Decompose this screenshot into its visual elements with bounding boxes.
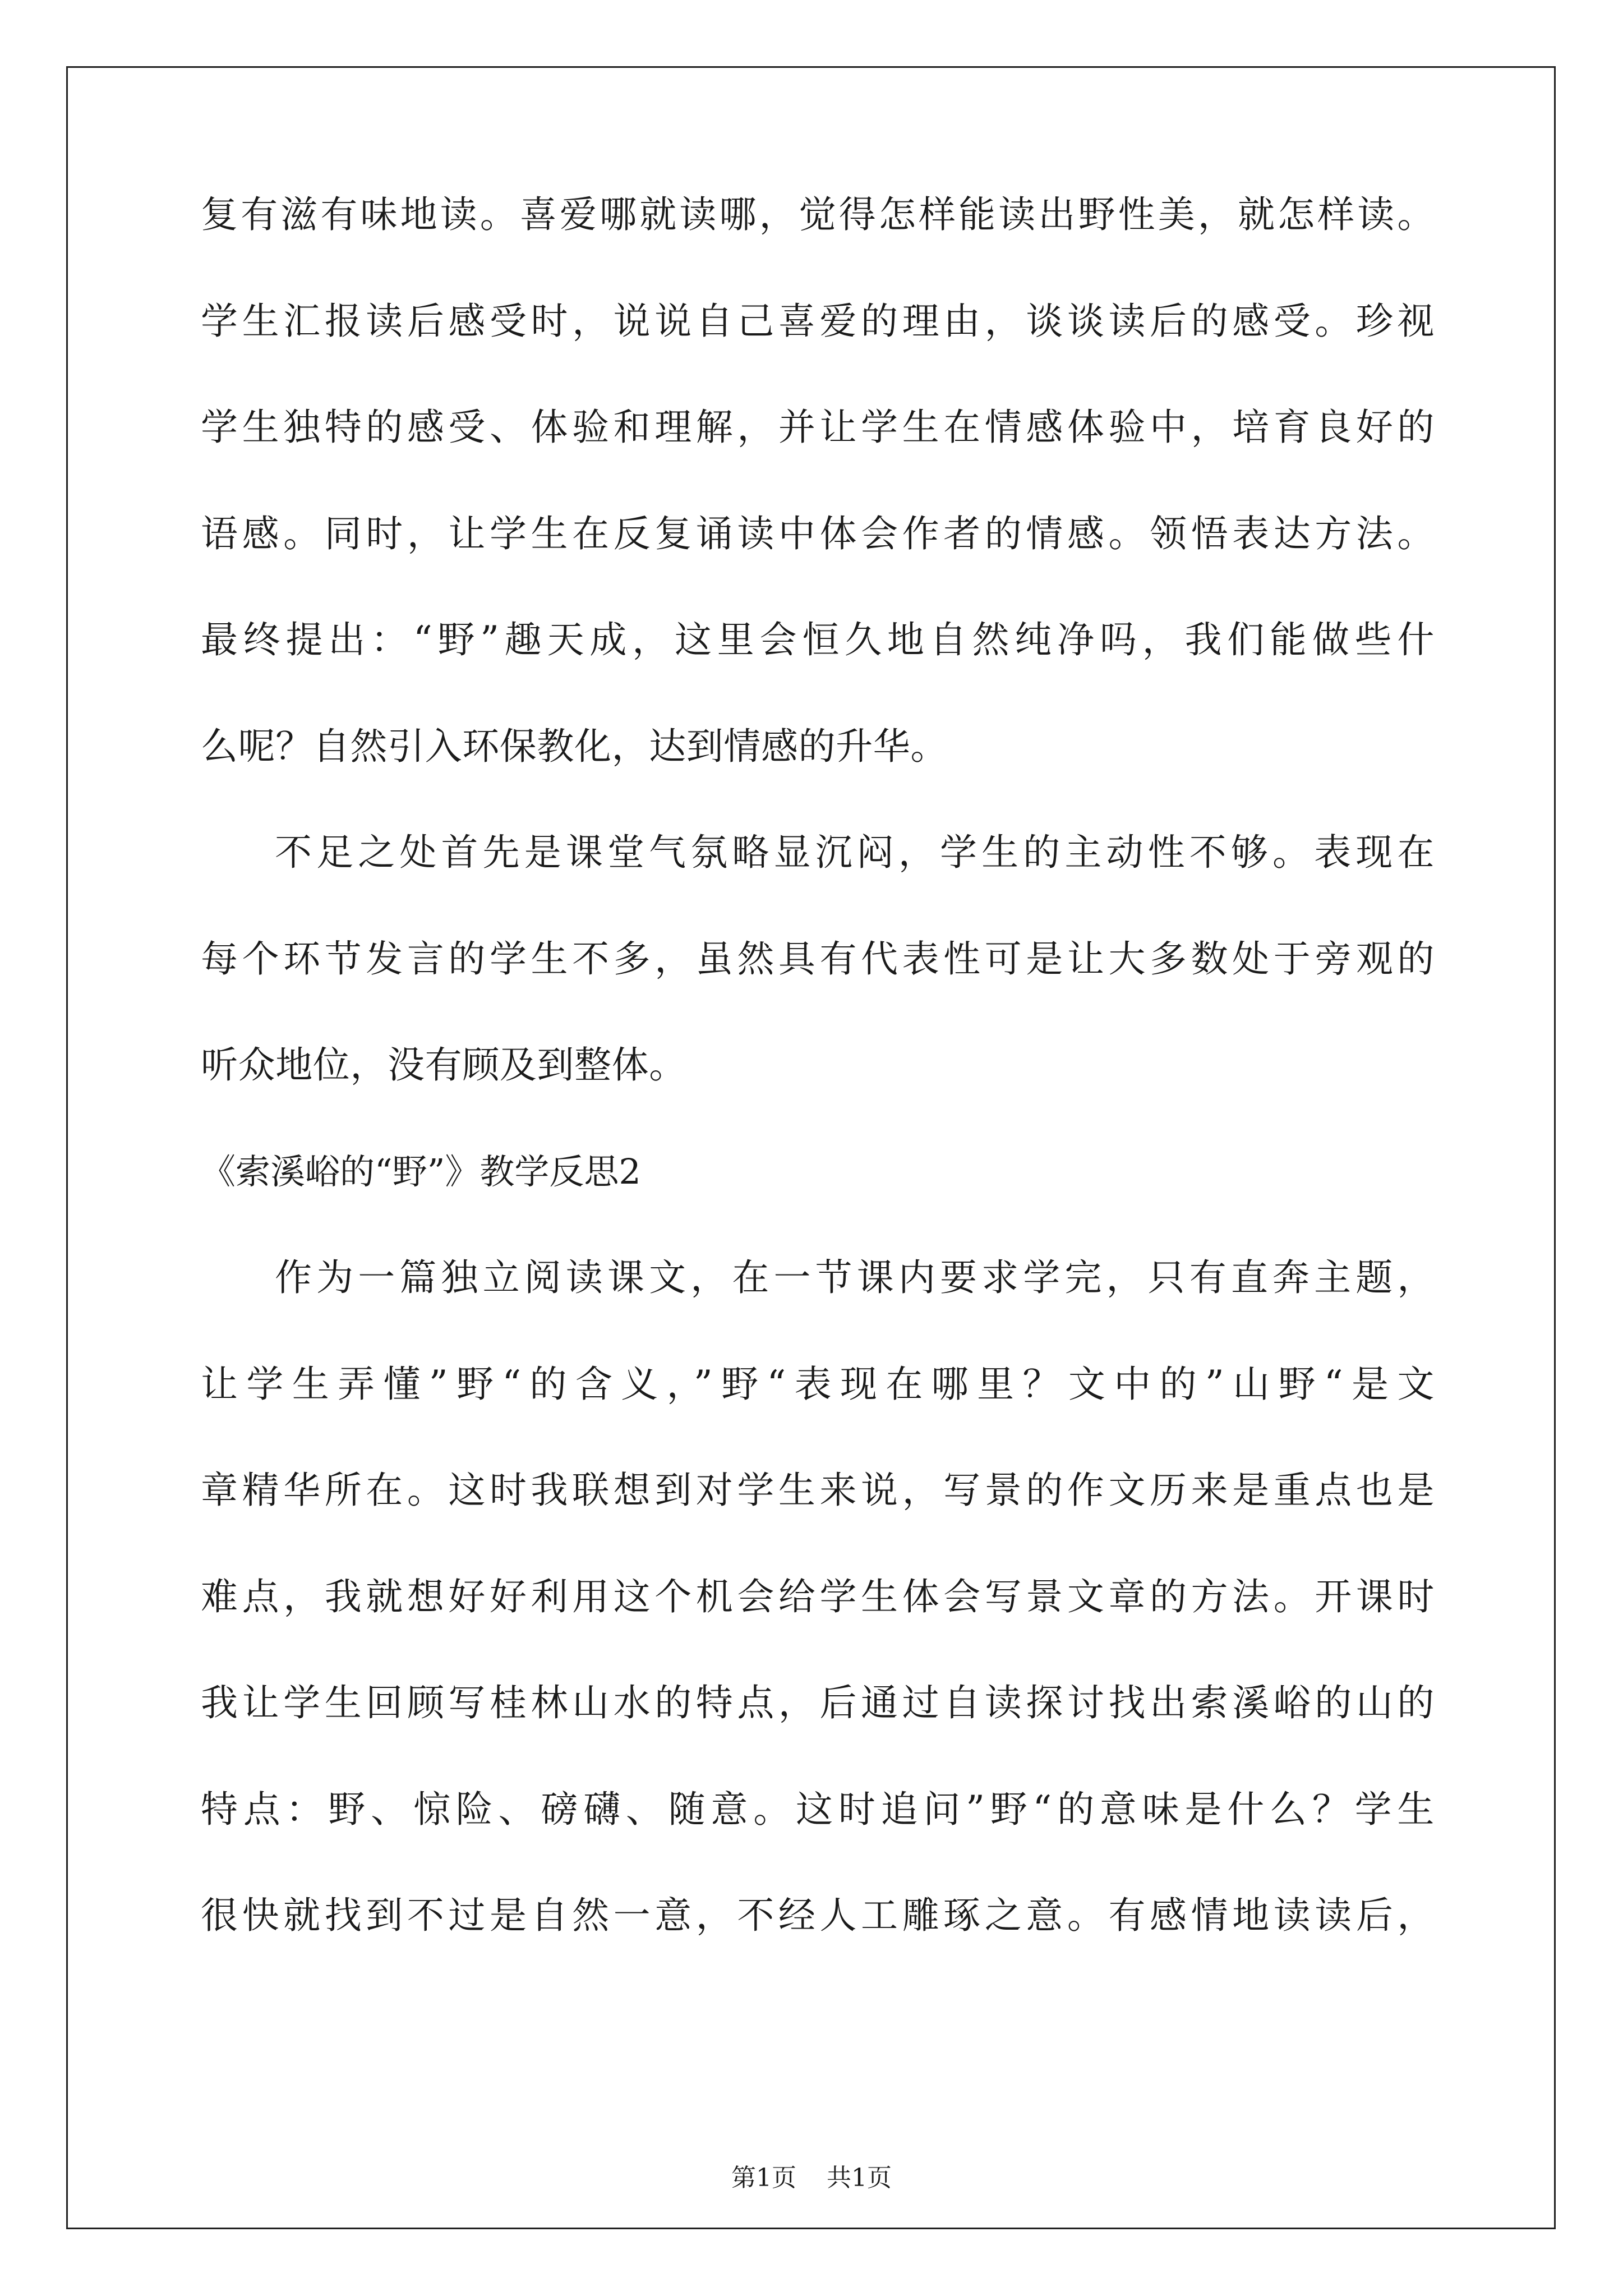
paragraph-line: 听众地位，没有顾及到整体。 xyxy=(201,1043,686,1087)
paragraph-line: 特点：野、惊险、磅礴、随意。这时追问”野“的意味是什么？学生 xyxy=(201,1787,1435,1831)
page-total: 共1页 xyxy=(827,2164,892,2192)
paragraph-line: 学生独特的感受、体验和理解，并让学生在情感体验中，培育良好的 xyxy=(201,406,1435,449)
paragraph-line: 作为一篇独立阅读课文，在一节课内要求学完，只有直奔主题， xyxy=(275,1256,1435,1299)
paragraph-line: 难点，我就想好好利用这个机会给学生体会写景文章的方法。开课时 xyxy=(201,1575,1435,1618)
section-heading: 《索溪峪的“野”》教学反思2 xyxy=(201,1151,641,1192)
paragraph-line: 学生汇报读后感受时，说说自己喜爱的理由，谈谈读后的感受。珍视 xyxy=(201,299,1435,343)
page-footer xyxy=(0,2164,1623,2192)
document-body xyxy=(201,193,1435,2004)
paragraph-line: 语感。同时，让学生在反复诵读中体会作者的情感。领悟表达方法。 xyxy=(201,512,1435,555)
paragraph-line: 每个环节发言的学生不多，虽然具有代表性可是让大多数处于旁观的 xyxy=(201,937,1435,981)
paragraph-line: 章精华所在。这时我联想到对学生来说，写景的作文历来是重点也是 xyxy=(201,1469,1435,1512)
paragraph-line: 让学生弄懂”野“的含义，”野“表现在哪里？文中的”山野“是文 xyxy=(201,1362,1435,1406)
paragraph-line: 最终提出：“野”趣天成，这里会恒久地自然纯净吗，我们能做些什 xyxy=(201,618,1435,661)
paragraph-line: 很快就找到不过是自然一意，不经人工雕琢之意。有感情地读读后， xyxy=(201,1894,1435,1937)
paragraph-line: 么呢？自然引入环保教化，达到情感的升华。 xyxy=(201,724,948,768)
paragraph-line: 我让学生回顾写桂林山水的特点，后通过自读探讨找出索溪峪的山的 xyxy=(201,1681,1435,1724)
paragraph-line: 复有滋有味地读。喜爱哪就读哪，觉得怎样能读出野性美，就怎样读。 xyxy=(201,193,1435,236)
page-number: 第1页 xyxy=(731,2164,796,2192)
paragraph-line: 不足之处首先是课堂气氛略显沉闷，学生的主动性不够。表现在 xyxy=(275,831,1435,874)
